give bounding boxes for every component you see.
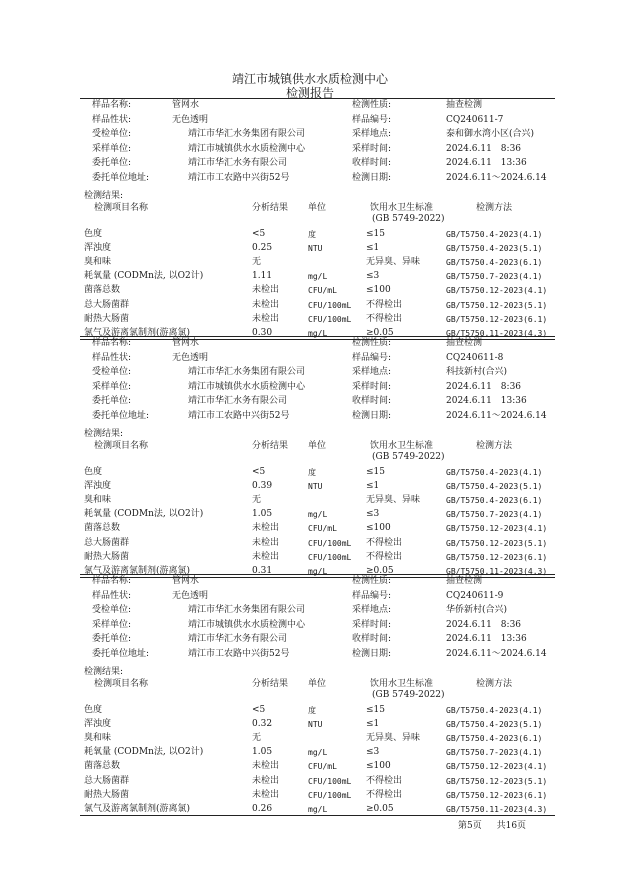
row-result: 未检出 <box>252 537 280 548</box>
col-item-header: 检测项目名称 <box>94 678 149 689</box>
test-nature-label: 检测性质: <box>352 338 392 348</box>
sampling-time-label: 采样时间: <box>352 143 392 154</box>
row-item: 耐热大肠菌 <box>84 313 130 324</box>
row-standard: ≥0.05 <box>366 328 394 338</box>
sampling-unit-label: 采样单位: <box>92 619 132 630</box>
commissioning-address-value: 靖江市工农路中兴街52号 <box>188 411 290 421</box>
sampling-time-label: 采样时间: <box>352 619 392 630</box>
row-item: 氯气及游离氯制剂(游离氯) <box>84 566 191 576</box>
row-item: 氯气及游离氯制剂(游离氯) <box>84 328 191 338</box>
page-footer <box>458 818 538 831</box>
col-result-header: 分析结果 <box>252 678 289 689</box>
sampling-site-label: 采样地点: <box>352 605 392 616</box>
sampling-site-value: 华侨新村(合兴) <box>446 605 508 616</box>
row-result: 无 <box>252 495 262 505</box>
sampling-site-label: 采样地点: <box>352 129 392 140</box>
col-method-header: 检测方法 <box>476 202 513 213</box>
row-item: 菌落总数 <box>84 523 121 534</box>
commissioning-unit-value: 靖江市华汇水务有限公司 <box>188 396 288 407</box>
sampling-unit-value: 靖江市城镇供水水质检测中心 <box>188 381 306 392</box>
row-standard: 不得检出 <box>366 537 403 548</box>
receive-time-value: 2024.6.11 13:36 <box>446 158 527 169</box>
row-result: 0.25 <box>252 242 273 253</box>
sample-state-value: 无色透明 <box>172 590 209 601</box>
row-standard: ≤15 <box>366 228 385 239</box>
row-method: GB/T5750.11-2023(4.3) <box>446 329 548 338</box>
row-unit: NTU <box>308 719 323 729</box>
col-standard-header: 饮用水卫生标准 <box>370 202 434 213</box>
col-item-header: 检测项目名称 <box>94 202 149 213</box>
row-unit: mg/L <box>308 748 328 758</box>
sampling-site-value: 科技新村(合兴) <box>446 367 508 378</box>
client-unit-label: 受检单位: <box>92 129 132 140</box>
row-method: GB/T5750.4-2023(4.1) <box>446 467 543 477</box>
client-unit-value: 靖江市华汇水务集团有限公司 <box>188 367 306 378</box>
row-unit: CFU/mL <box>308 762 337 772</box>
row-method: GB/T5750.12-2023(4.1) <box>446 524 548 534</box>
row-unit: mg/L <box>308 510 328 520</box>
row-method: GB/T5750.4-2023(5.1) <box>446 243 543 253</box>
row-method: GB/T5750.12-2023(6.1) <box>446 790 548 800</box>
row-unit: 度 <box>308 705 316 715</box>
row-result: 无 <box>252 257 262 267</box>
sampling-time-label: 采样时间: <box>352 381 392 392</box>
row-standard: ≤100 <box>366 523 391 534</box>
receive-time-value: 2024.6.11 13:36 <box>446 634 527 645</box>
test-date-label: 检测日期: <box>352 649 392 659</box>
client-unit-label: 受检单位: <box>92 605 132 616</box>
commissioning-address-label: 委托单位地址: <box>92 411 150 421</box>
receive-time-label: 收样时间: <box>352 158 392 169</box>
row-result: 未检出 <box>252 313 280 324</box>
row-unit: CFU/mL <box>308 286 337 296</box>
row-unit: CFU/100mL <box>308 790 352 800</box>
report-title: 检测报告 <box>285 86 334 100</box>
row-item: 耐热大肠菌 <box>84 789 130 800</box>
row-result: 1.11 <box>252 271 273 282</box>
row-unit: NTU <box>308 243 323 253</box>
commissioning-unit-label: 委托单位: <box>92 396 132 407</box>
sample-state-label: 样品性状: <box>92 114 132 125</box>
test-nature-label: 检测性质: <box>352 576 392 586</box>
row-standard: 不得检出 <box>366 551 403 562</box>
sampling-time-value: 2024.6.11 8:36 <box>446 143 522 154</box>
row-standard: 无异臭、异味 <box>366 495 421 505</box>
col-standard-sub-header: (GB 5749-2022) <box>372 689 445 700</box>
row-result: 1.05 <box>252 509 273 520</box>
row-item: 菌落总数 <box>84 285 121 296</box>
row-method: GB/T5750.4-2023(4.1) <box>446 705 543 715</box>
section-bottom-rule <box>80 339 555 340</box>
receive-time-label: 收样时间: <box>352 396 392 407</box>
col-standard-sub-header: (GB 5749-2022) <box>372 213 445 224</box>
col-result-header: 分析结果 <box>252 440 289 451</box>
row-unit: mg/L <box>308 272 328 282</box>
sampling-time-value: 2024.6.11 8:36 <box>446 619 522 630</box>
row-result: 1.05 <box>252 747 273 758</box>
col-standard-sub-header: (GB 5749-2022) <box>372 451 445 462</box>
row-result: <5 <box>252 466 266 477</box>
sample-state-label: 样品性状: <box>92 590 132 601</box>
commissioning-unit-label: 委托单位: <box>92 158 132 169</box>
col-standard-header: 饮用水卫生标准 <box>370 678 434 689</box>
row-standard: 无异臭、异味 <box>366 257 421 267</box>
row-unit: CFU/100mL <box>308 300 352 310</box>
row-standard: ≤3 <box>366 271 380 282</box>
row-result: <5 <box>252 704 266 715</box>
row-item: 臭和味 <box>84 733 112 743</box>
row-method: GB/T5750.7-2023(4.1) <box>446 510 543 520</box>
commissioning-address-label: 委托单位地址: <box>92 173 150 183</box>
commissioning-address-value: 靖江市工农路中兴街52号 <box>188 173 290 183</box>
row-unit: 度 <box>308 467 316 477</box>
row-result: 未检出 <box>252 551 280 562</box>
row-result: 未检出 <box>252 775 280 786</box>
sample-name-value: 管网水 <box>172 576 200 586</box>
row-item: 色度 <box>84 466 103 477</box>
test-date-value: 2024.6.11～2024.6.14 <box>446 411 547 421</box>
row-method: GB/T5750.12-2023(4.1) <box>446 286 548 296</box>
row-unit: CFU/100mL <box>308 776 352 786</box>
row-standard: ≥0.05 <box>366 566 394 576</box>
col-unit-header: 单位 <box>308 440 327 451</box>
results-heading: 检测结果: <box>84 666 124 677</box>
section-bottom-rule <box>80 577 555 578</box>
org-title: 靖江市城镇供水水质检测中心 <box>231 72 388 86</box>
row-item: 总大肠菌群 <box>84 299 130 310</box>
test-date-value: 2024.6.11～2024.6.14 <box>446 173 547 183</box>
receive-time-label: 收样时间: <box>352 634 392 645</box>
test-nature-value: 抽查检测 <box>446 100 483 110</box>
sample-number-label: 样品编号: <box>352 114 392 125</box>
sampling-site-value: 泰和御水湾小区(合兴) <box>446 129 535 140</box>
row-method: GB/T5750.11-2023(4.3) <box>446 567 548 576</box>
test-nature-label: 检测性质: <box>352 100 392 110</box>
row-item: 浑浊度 <box>84 718 112 729</box>
row-result: 0.32 <box>252 718 273 729</box>
row-unit: CFU/100mL <box>308 538 352 548</box>
sampling-unit-value: 靖江市城镇供水水质检测中心 <box>188 143 306 154</box>
row-unit: CFU/100mL <box>308 552 352 562</box>
commissioning-unit-value: 靖江市华汇水务有限公司 <box>188 634 288 645</box>
row-unit: mg/L <box>308 567 328 576</box>
row-standard: 不得检出 <box>366 299 403 310</box>
test-date-label: 检测日期: <box>352 411 392 421</box>
test-date-value: 2024.6.11～2024.6.14 <box>446 649 547 659</box>
row-result: 0.30 <box>252 328 273 338</box>
col-method-header: 检测方法 <box>476 440 513 451</box>
col-unit-header: 单位 <box>308 202 327 213</box>
sample-state-label: 样品性状: <box>92 352 132 363</box>
row-result: <5 <box>252 228 266 239</box>
results-heading: 检测结果: <box>84 190 124 201</box>
sample-name-value: 管网水 <box>172 100 200 110</box>
row-method: GB/T5750.7-2023(4.1) <box>446 272 543 282</box>
col-unit-header: 单位 <box>308 678 327 689</box>
receive-time-value: 2024.6.11 13:36 <box>446 396 527 407</box>
row-method: GB/T5750.12-2023(6.1) <box>446 314 548 324</box>
row-standard: 不得检出 <box>366 775 403 786</box>
sampling-unit-label: 采样单位: <box>92 381 132 392</box>
row-item: 色度 <box>84 704 103 715</box>
sample-number-value: CQ240611-9 <box>446 590 504 601</box>
client-unit-value: 靖江市华汇水务集团有限公司 <box>188 605 306 616</box>
row-item: 浑浊度 <box>84 480 112 491</box>
row-result: 0.26 <box>252 804 273 814</box>
sample-name-value: 管网水 <box>172 338 200 348</box>
row-method: GB/T5750.4-2023(5.1) <box>446 481 543 491</box>
row-result: 未检出 <box>252 299 280 310</box>
row-item: 耗氧量 (CODMn法, 以O2计) <box>84 509 204 520</box>
row-standard: ≤1 <box>366 242 380 253</box>
row-item: 耗氧量 (CODMn法, 以O2计) <box>84 271 204 282</box>
row-method: GB/T5750.12-2023(4.1) <box>446 762 548 772</box>
sample-name-label: 样品名称: <box>92 100 132 110</box>
col-method-header: 检测方法 <box>476 678 513 689</box>
row-method: GB/T5750.4-2023(6.1) <box>446 734 543 743</box>
row-method: GB/T5750.12-2023(5.1) <box>446 538 548 548</box>
row-result: 未检出 <box>252 523 280 534</box>
row-unit: 度 <box>308 229 316 239</box>
row-standard: ≤15 <box>366 466 385 477</box>
section-divider <box>80 98 555 99</box>
page-number: 第5页 <box>458 821 482 831</box>
test-nature-value: 抽查检测 <box>446 576 483 586</box>
sample-name-label: 样品名称: <box>92 576 132 586</box>
row-item: 总大肠菌群 <box>84 537 130 548</box>
results-heading: 检测结果: <box>84 428 124 439</box>
row-method: GB/T5750.12-2023(5.1) <box>446 776 548 786</box>
sampling-unit-value: 靖江市城镇供水水质检测中心 <box>188 619 306 630</box>
row-method: GB/T5750.4-2023(4.1) <box>446 229 543 239</box>
row-standard: ≤100 <box>366 761 391 772</box>
row-unit: CFU/mL <box>308 524 337 534</box>
row-result: 未检出 <box>252 789 280 800</box>
row-standard: ≤3 <box>366 747 380 758</box>
row-item: 色度 <box>84 228 103 239</box>
row-unit: mg/L <box>308 805 328 814</box>
row-method: GB/T5750.12-2023(5.1) <box>446 300 548 310</box>
row-standard: ≤1 <box>366 480 380 491</box>
client-unit-value: 靖江市华汇水务集团有限公司 <box>188 129 306 140</box>
col-result-header: 分析结果 <box>252 202 289 213</box>
col-item-header: 检测项目名称 <box>94 440 149 451</box>
row-method: GB/T5750.7-2023(4.1) <box>446 748 543 758</box>
row-result: 0.39 <box>252 480 273 491</box>
row-standard: ≤1 <box>366 718 380 729</box>
row-result: 未检出 <box>252 761 280 772</box>
test-nature-value: 抽查检测 <box>446 338 483 348</box>
sample-state-value: 无色透明 <box>172 352 209 363</box>
row-standard: ≥0.05 <box>366 804 394 814</box>
row-standard: ≤3 <box>366 509 380 520</box>
section-bottom-rule <box>80 815 555 816</box>
test-date-label: 检测日期: <box>352 173 392 183</box>
row-unit: NTU <box>308 481 323 491</box>
row-result: 0.31 <box>252 566 273 576</box>
row-item: 耗氧量 (CODMn法, 以O2计) <box>84 747 204 758</box>
client-unit-label: 受检单位: <box>92 367 132 378</box>
sampling-site-label: 采样地点: <box>352 367 392 378</box>
row-item: 氯气及游离氯制剂(游离氯) <box>84 804 191 814</box>
row-item: 耐热大肠菌 <box>84 551 130 562</box>
sampling-unit-label: 采样单位: <box>92 143 132 154</box>
sampling-time-value: 2024.6.11 8:36 <box>446 381 522 392</box>
row-unit: CFU/100mL <box>308 314 352 324</box>
row-item: 臭和味 <box>84 495 112 505</box>
commissioning-address-label: 委托单位地址: <box>92 649 150 659</box>
row-standard: 无异臭、异味 <box>366 733 421 743</box>
sample-number-label: 样品编号: <box>352 590 392 601</box>
sample-name-label: 样品名称: <box>92 338 132 348</box>
row-item: 总大肠菌群 <box>84 775 130 786</box>
page-total: 共16页 <box>496 821 527 831</box>
row-method: GB/T5750.4-2023(5.1) <box>446 719 543 729</box>
col-standard-header: 饮用水卫生标准 <box>370 440 434 451</box>
commissioning-address-value: 靖江市工农路中兴街52号 <box>188 649 290 659</box>
section-divider <box>80 574 555 575</box>
row-method: GB/T5750.4-2023(6.1) <box>446 496 543 505</box>
row-standard: 不得检出 <box>366 313 403 324</box>
commissioning-unit-value: 靖江市华汇水务有限公司 <box>188 158 288 169</box>
sample-number-value: CQ240611-8 <box>446 352 504 363</box>
row-standard: ≤15 <box>366 704 385 715</box>
commissioning-unit-label: 委托单位: <box>92 634 132 645</box>
row-standard: ≤100 <box>366 285 391 296</box>
sample-state-value: 无色透明 <box>172 114 209 125</box>
section-divider <box>80 336 555 337</box>
row-standard: 不得检出 <box>366 789 403 800</box>
sample-number-label: 样品编号: <box>352 352 392 363</box>
row-method: GB/T5750.12-2023(6.1) <box>446 552 548 562</box>
row-unit: mg/L <box>308 329 328 338</box>
row-item: 菌落总数 <box>84 761 121 772</box>
sample-number-value: CQ240611-7 <box>446 114 504 125</box>
row-result: 未检出 <box>252 285 280 296</box>
row-item: 浑浊度 <box>84 242 112 253</box>
row-result: 无 <box>252 733 262 743</box>
row-item: 臭和味 <box>84 257 112 267</box>
row-method: GB/T5750.11-2023(4.3) <box>446 805 548 814</box>
row-method: GB/T5750.4-2023(6.1) <box>446 258 543 267</box>
